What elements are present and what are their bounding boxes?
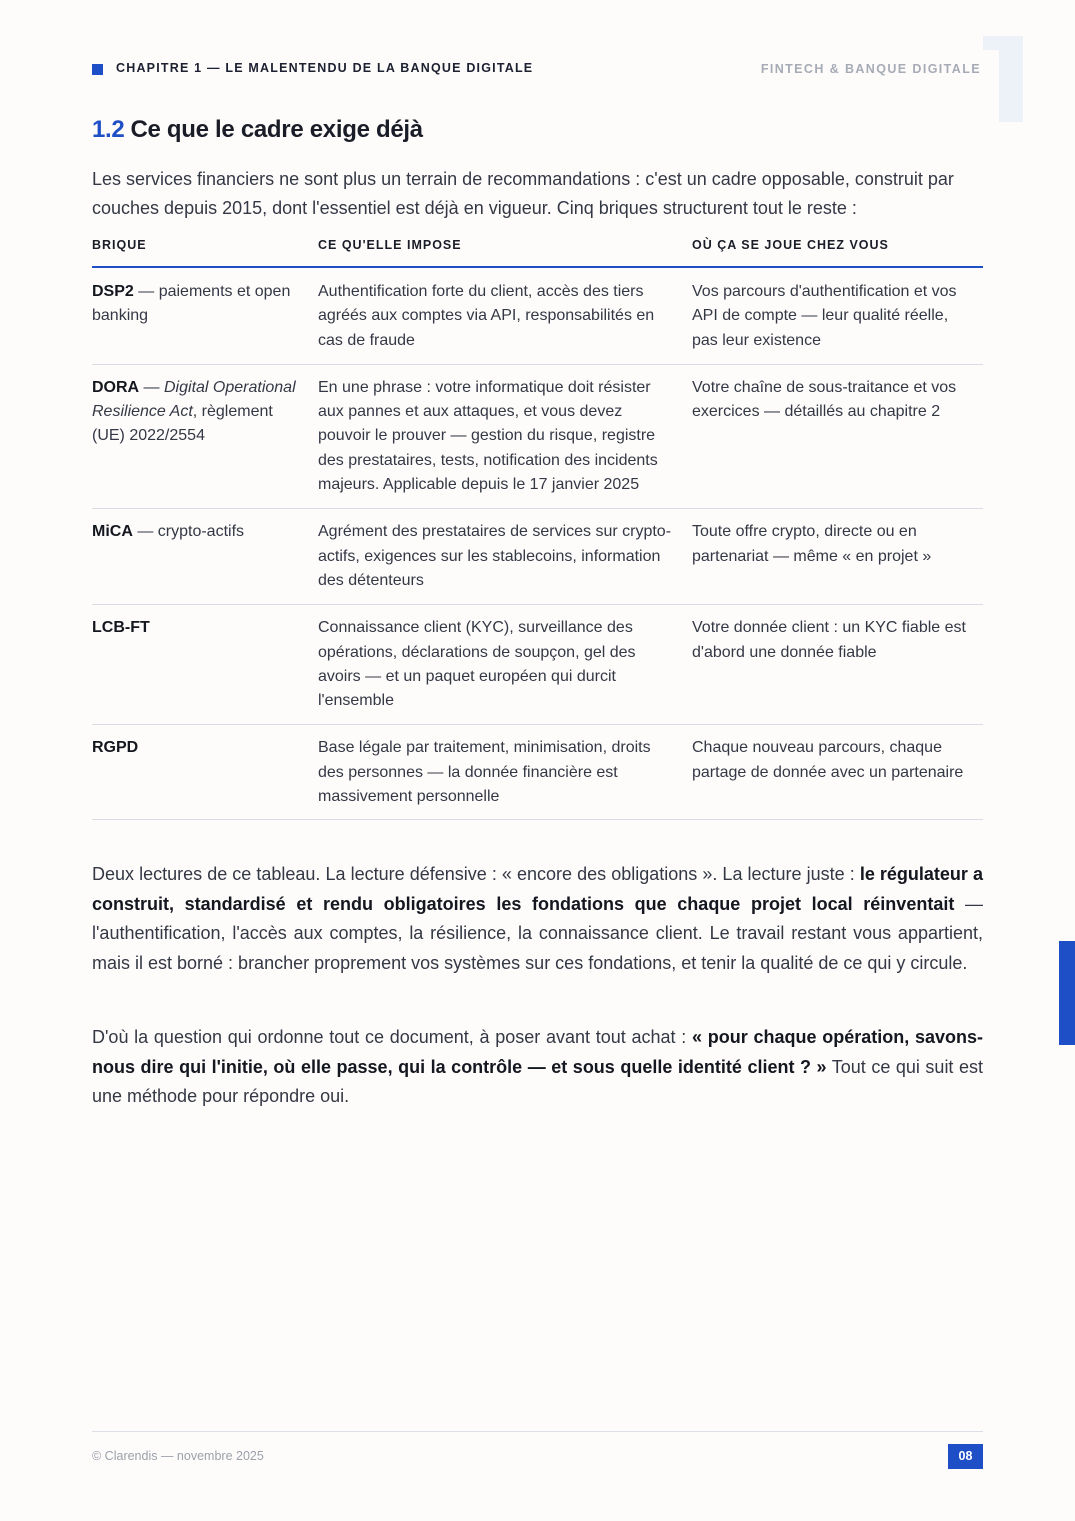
cell-where: Chaque nouveau parcours, chaque partage de donnée avec un partenaire (692, 725, 983, 820)
section-number: 1.2 (92, 116, 125, 143)
chapter-number-watermark (983, 36, 1023, 122)
chapter-title: CHAPITRE 1 — LE MALENTENDU DE LA BANQUE DIGITALE (116, 61, 534, 75)
section-heading (92, 116, 423, 144)
body-paragraph-readings (92, 860, 983, 979)
table-row (92, 364, 983, 508)
cell-brique (92, 267, 318, 364)
footer-copyright: © Clarendis — novembre 2025 (92, 1449, 264, 1463)
brique-desc-italic: Digital Operational Resilience Act (92, 378, 296, 421)
chapter-side-tab (1059, 941, 1075, 1045)
table-row (92, 267, 983, 364)
brique-name: MiCA (92, 523, 133, 541)
emphasis-text: le régulateur a construit, standardisé et rendu obligatoires les fondations que chaque projet local réinventait (92, 864, 984, 914)
cell-impose: Authentification forte du client, accès des tiers agréés aux comptes via API, responsabilités en cas de fraude (318, 267, 692, 364)
cell-impose: Agrément des prestataires de services sur crypto-actifs, exigences sur les stablecoins, information des détenteurs (318, 509, 692, 605)
brique-desc-tail: , règlement (UE) 2022/2554 (92, 403, 273, 445)
emphasis-text: « pour chaque opération, savons-nous dire qui l'initie, où elle passe, qui la contrôle — et sous quelle identité client ? » (92, 1027, 983, 1077)
cell-impose: Base légale par traitement, minimisation, droits des personnes — la donnée financière est massivement personnelle (318, 725, 692, 820)
chapter-marker (92, 64, 103, 75)
text-run: Deux lectures de ce tableau. La lecture défensive : « encore des obligations ». La lecture juste : (92, 864, 860, 884)
column-header-brique: BRIQUE (92, 230, 318, 267)
table-row (92, 509, 983, 605)
brique-name: DORA (92, 378, 140, 396)
body-paragraph-question (92, 1023, 983, 1112)
publication-title: FINTECH & BANQUE DIGITALE (760, 62, 981, 76)
cell-brique (92, 509, 318, 605)
cell-brique (92, 605, 318, 725)
column-header-impose: CE QU'ELLE IMPOSE (318, 230, 692, 267)
brique-desc: — paiements et open banking (92, 283, 291, 325)
column-header-where: OÙ ÇA SE JOUE CHEZ VOUS (692, 230, 983, 267)
cell-where: Votre chaîne de sous-traitance et vos exercices — détaillés au chapitre 2 (692, 364, 983, 508)
page-number: 08 (948, 1444, 983, 1469)
cell-brique (92, 364, 318, 508)
brique-desc: — (139, 378, 164, 396)
text-run: D'où la question qui ordonne tout ce document, à poser avant tout achat : (92, 1027, 693, 1047)
brique-name: LCB-FT (92, 619, 150, 637)
section-title: Ce que le cadre exige déjà (130, 116, 423, 143)
cell-impose: En une phrase : votre informatique doit résister aux pannes et aux attaques, et vous devez pouvoir le prouver — gestion du risque, registre des prestataires, tests, notification des incidents majeurs. Applicable depuis le 17 janvier 2025 (318, 364, 692, 508)
brique-desc: — crypto-actifs (132, 523, 245, 541)
cell-where: Vos parcours d'authentification et vos API de compte — leur qualité réelle, pas leur existence (692, 267, 983, 364)
footer-divider (92, 1431, 983, 1432)
table-row (92, 725, 983, 820)
text-run: — l'authentification, l'accès aux comptes, la résilience, la connaissance client. Le travail restant vous appartient, mais il est borné : brancher proprement vos systèmes sur ces fondations, et tenir la qualité de ce qui y circule. (92, 893, 983, 974)
regulation-table (92, 230, 983, 820)
brique-name: RGPD (92, 739, 139, 757)
text-run: Tout ce qui suit est une méthode pour répondre oui. (92, 1056, 983, 1107)
cell-brique (92, 725, 318, 820)
section-intro: Les services financiers ne sont plus un terrain de recommandations : c'est un cadre opposable, construit par couches depuis 2015, dont l'essentiel est déjà en vigueur. Cinq briques structurent tout le reste : (92, 169, 954, 218)
cell-where: Toute offre crypto, directe ou en partenariat — même « en projet » (692, 509, 983, 605)
brique-name: DSP2 (92, 283, 134, 300)
table-row (92, 605, 983, 725)
table-header-row (92, 230, 983, 267)
cell-impose: Connaissance client (KYC), surveillance des opérations, déclarations de soupçon, gel des avoirs — et un paquet européen qui durcit l'ensemble (318, 605, 692, 725)
cell-where: Votre donnée client : un KYC fiable est d'abord une donnée fiable (692, 605, 983, 725)
